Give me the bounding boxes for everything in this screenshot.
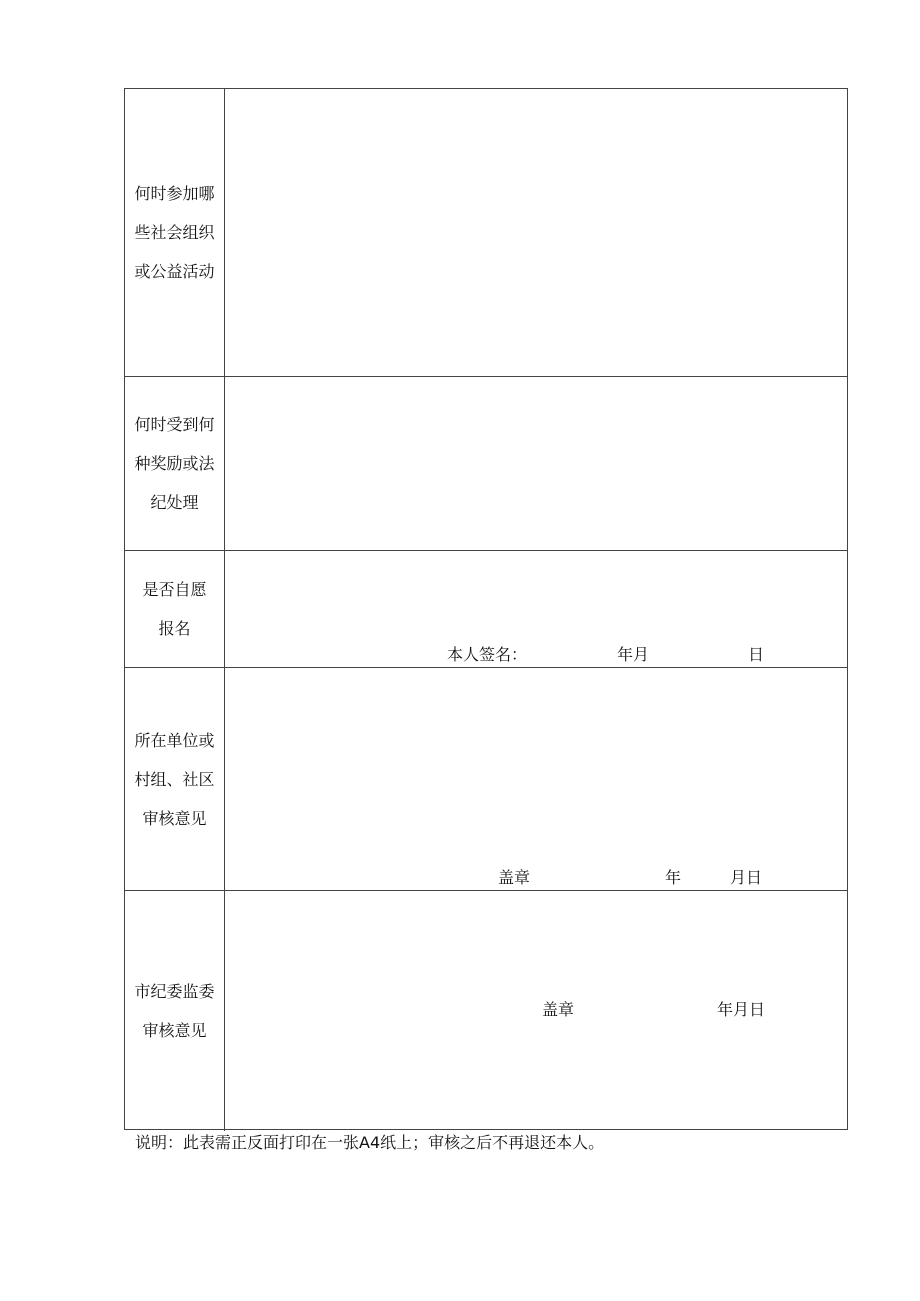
field-unit-review[interactable] xyxy=(225,668,847,890)
row-rewards-discipline xyxy=(125,377,847,551)
field-voluntary-signup[interactable] xyxy=(225,551,847,667)
row-commission-review xyxy=(125,891,847,1131)
commission-seal-label: 盖章 xyxy=(542,1000,575,1019)
form-note: 说明：此表需正反面打印在一张A4纸上；审核之后不再退还本人。 xyxy=(135,1133,605,1152)
label-rewards-discipline: 何时受到何种奖励或法纪处理 xyxy=(134,415,215,512)
unit-month-day-label: 月日 xyxy=(730,868,763,887)
unit-seal-label: 盖章 xyxy=(498,868,531,887)
row-voluntary-signup xyxy=(125,551,847,668)
signature-day: 日 xyxy=(748,645,765,664)
signature-label: 本人签名： xyxy=(447,645,528,664)
field-social-activities[interactable] xyxy=(225,89,847,376)
row-unit-review xyxy=(125,668,847,891)
label-unit-review: 所在单位或村组、社区审核意见 xyxy=(134,730,215,828)
label-cell-voluntary-signup xyxy=(125,551,225,667)
application-form-table xyxy=(124,88,848,1130)
row-social-activities xyxy=(125,89,847,377)
label-cell-commission-review xyxy=(125,891,225,1131)
label-cell-rewards-discipline xyxy=(125,377,225,550)
field-rewards-discipline[interactable] xyxy=(225,377,847,550)
label-cell-social-activities xyxy=(125,89,225,376)
signature-year-month: 年月 xyxy=(617,645,650,664)
unit-year-label: 年 xyxy=(665,868,682,887)
label-commission-review: 市纪委监委审核意见 xyxy=(134,982,215,1040)
commission-date-label: 年月日 xyxy=(717,1000,766,1019)
label-voluntary-signup: 是否自愿报名 xyxy=(142,580,207,638)
label-cell-unit-review xyxy=(125,668,225,890)
label-social-activities: 何时参加哪些社会组织或公益活动 xyxy=(134,184,215,281)
field-commission-review[interactable] xyxy=(225,891,847,1131)
